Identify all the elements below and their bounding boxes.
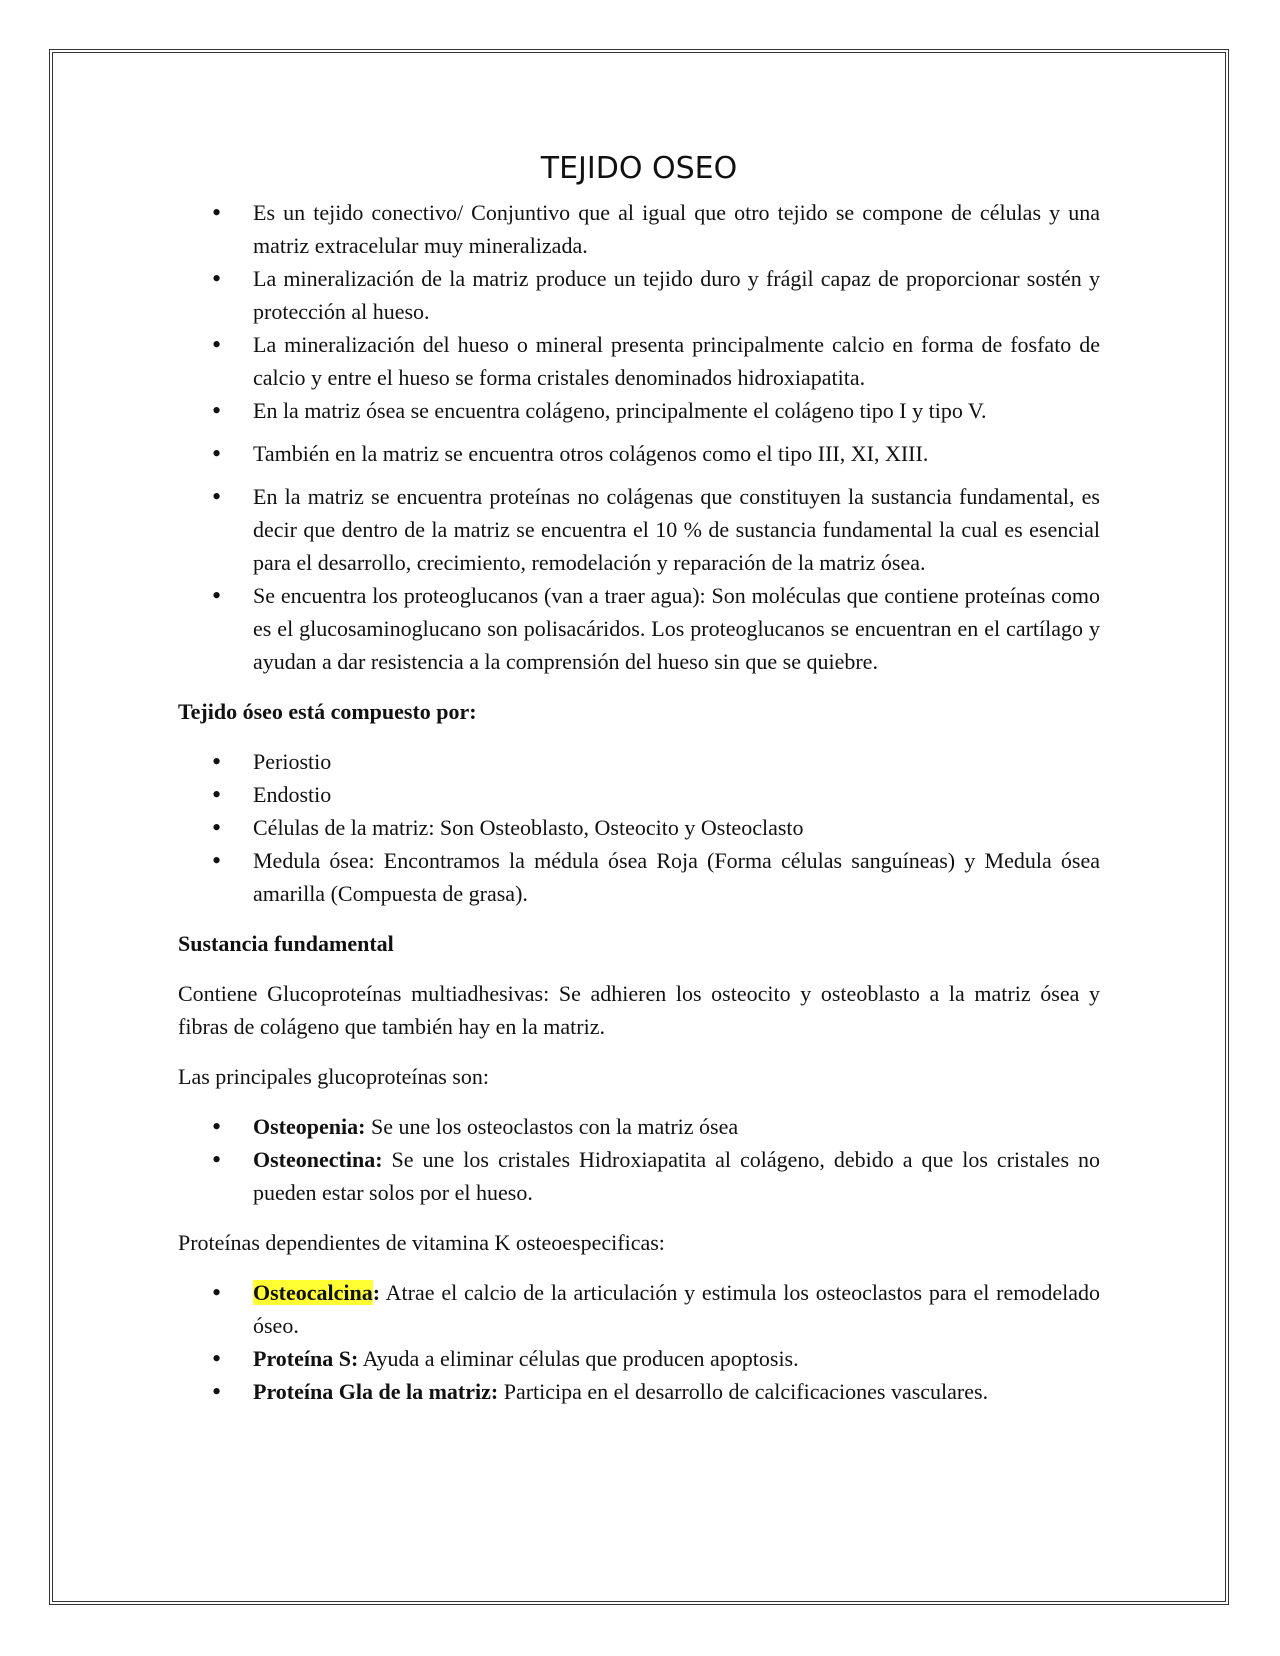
list-item: • La mineralización del hueso o mineral presenta principalmente calcio en forma de fosfato de calcio y entre el hueso se forma cristales denominados hidroxiapatita. bbox=[178, 328, 1100, 394]
highlighted-term: Osteocalcina bbox=[253, 1280, 373, 1305]
vitk-list bbox=[178, 1276, 1100, 1408]
composition-heading: Tejido óseo está compuesto por: bbox=[178, 699, 477, 724]
fundamental-paragraph: Contiene Glucoproteínas multiadhesivas: Se adhieren los osteocito y osteoblasto a la matriz ósea y fibras de colágeno que también hay en la matriz. bbox=[178, 981, 1100, 1039]
page-title: TEJIDO OSEO bbox=[540, 151, 738, 186]
list-item: • También en la matriz se encuentra otros colágenos como el tipo III, XI, XIII. bbox=[178, 437, 1100, 470]
term-suffix: : bbox=[372, 1280, 381, 1305]
list-item bbox=[178, 1276, 1100, 1342]
glyco-intro: Las principales glucoproteínas son: bbox=[178, 1064, 489, 1089]
list-item: • Células de la matriz: Son Osteoblasto, Osteocito y Osteoclasto bbox=[178, 811, 1100, 844]
list-item bbox=[178, 1110, 1100, 1143]
list-item: • En la matriz se encuentra proteínas no colágenas que constituyen la sustancia fundamental, es decir que dentro de la matriz se encuentra el 10 % de sustancia fundamental la cual es esencial para el desarrollo, crecimiento, remodelación y reparación de la matriz ósea. bbox=[178, 480, 1100, 579]
list-item: • La mineralización de la matriz produce un tejido duro y frágil capaz de proporcionar sostén y protección al hueso. bbox=[178, 262, 1100, 328]
composition-list bbox=[178, 745, 1100, 910]
list-item: • En la matriz ósea se encuentra colágeno, principalmente el colágeno tipo I y tipo V. bbox=[178, 394, 1100, 427]
list-item bbox=[178, 1143, 1100, 1209]
list-item bbox=[178, 1375, 1100, 1408]
term: Proteína Gla de la matriz: bbox=[253, 1379, 499, 1404]
list-item: • Se encuentra los proteoglucanos (van a traer agua): Son moléculas que contiene proteínas como es el glucosaminoglucano son polisacáridos. Los proteoglucanos se encuentran en el cartílago y ayudan a dar resistencia a la comprensión del hueso sin que se quiebre. bbox=[178, 579, 1100, 678]
glyco-list bbox=[178, 1110, 1100, 1209]
list-item: • Es un tejido conectivo/ Conjuntivo que al igual que otro tejido se compone de células y una matriz extracelular muy mineralizada. bbox=[178, 196, 1100, 262]
vitk-intro: Proteínas dependientes de vitamina K osteoespecificas: bbox=[178, 1230, 665, 1255]
document-body bbox=[178, 148, 1100, 1408]
fundamental-heading: Sustancia fundamental bbox=[178, 931, 394, 956]
definition: Atrae el calcio de la articulación y estimula los osteoclastos para el remodelado óseo. bbox=[253, 1280, 1100, 1338]
term: Osteonectina: bbox=[253, 1147, 383, 1172]
term: Osteopenia: bbox=[253, 1114, 366, 1139]
definition: Participa en el desarrollo de calcificaciones vasculares. bbox=[498, 1379, 989, 1404]
list-item: • Periostio bbox=[178, 745, 1100, 778]
definition: Se une los osteoclastos con la matriz ósea bbox=[365, 1114, 739, 1139]
intro-list bbox=[178, 196, 1100, 678]
definition: Se une los cristales Hidroxiapatita al colágeno, debido a que los cristales no pueden estar solos por el hueso. bbox=[253, 1147, 1100, 1205]
list-item: • Medula ósea: Encontramos la médula ósea Roja (Forma células sanguíneas) y Medula ósea amarilla (Compuesta de grasa). bbox=[178, 844, 1100, 910]
list-item: • Endostio bbox=[178, 778, 1100, 811]
term: Proteína S: bbox=[253, 1346, 359, 1371]
list-item bbox=[178, 1342, 1100, 1375]
definition: Ayuda a eliminar células que producen apoptosis. bbox=[358, 1346, 799, 1371]
